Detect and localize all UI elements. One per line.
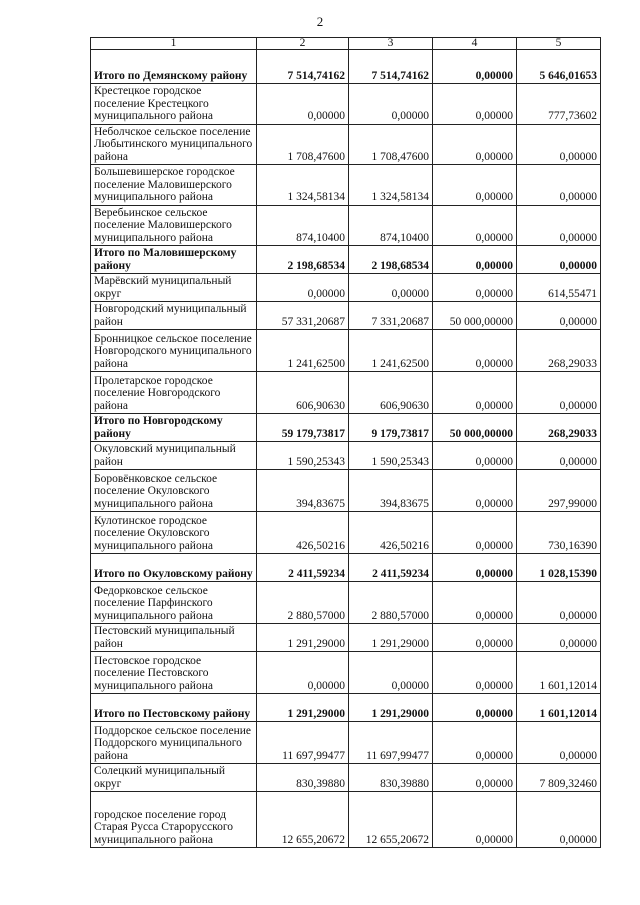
amount-c5: 0,00000 <box>517 624 601 652</box>
table-row <box>91 764 601 792</box>
table-row-total <box>91 50 601 84</box>
amount-c5: 0,00000 <box>517 722 601 764</box>
table-row-total <box>91 246 601 274</box>
amount-c2: 2 198,68534 <box>257 246 349 274</box>
page-number: 2 <box>316 14 324 29</box>
amount-c4: 0,00000 <box>433 792 517 848</box>
amount-c4: 0,00000 <box>433 764 517 792</box>
amount-c3: 830,39880 <box>349 764 433 792</box>
column-header: 1 <box>91 38 257 50</box>
table-row <box>91 302 601 330</box>
table-row <box>91 470 601 512</box>
amount-c3: 2 411,59234 <box>349 554 433 582</box>
amount-c2: 0,00000 <box>257 274 349 302</box>
amount-c3: 606,90630 <box>349 372 433 414</box>
municipality-name: Большевишерское городское поселение Маловишерского муниципального района <box>91 165 257 206</box>
municipality-name: Итого по Пестовскому району <box>91 694 257 722</box>
amount-c2: 7 514,74162 <box>257 50 349 84</box>
amount-c3: 0,00000 <box>349 274 433 302</box>
amount-c5: 0,00000 <box>517 246 601 274</box>
municipality-name: Веребьинское сельское поселение Маловишерского муниципального района <box>91 205 257 246</box>
amount-c4: 50 000,00000 <box>433 302 517 330</box>
table-row <box>91 652 601 694</box>
table-row <box>91 372 601 414</box>
table-row <box>91 792 601 848</box>
amount-c3: 1 708,47600 <box>349 124 433 165</box>
municipality-name: Солецкий муниципальный округ <box>91 764 257 792</box>
amount-c2: 1 291,29000 <box>257 694 349 722</box>
table-row <box>91 124 601 165</box>
table-row <box>91 582 601 624</box>
column-header: 2 <box>257 38 349 50</box>
municipality-name: Кулотинское городское поселение Окуловского муниципального района <box>91 512 257 554</box>
table-row <box>91 512 601 554</box>
amount-c3: 12 655,20672 <box>349 792 433 848</box>
amount-c3: 1 241,62500 <box>349 330 433 372</box>
amount-c2: 874,10400 <box>257 205 349 246</box>
amount-c5: 268,29033 <box>517 330 601 372</box>
municipality-name: Поддорское сельское поселение Поддорского муниципального района <box>91 722 257 764</box>
municipality-name: Марёвский муниципальный округ <box>91 274 257 302</box>
municipality-name: Итого по Окуловскому району <box>91 554 257 582</box>
amount-c2: 830,39880 <box>257 764 349 792</box>
amount-c3: 1 291,29000 <box>349 624 433 652</box>
municipality-name: Итого по Демянскому району <box>91 50 257 84</box>
amount-c4: 0,00000 <box>433 694 517 722</box>
amount-c2: 57 331,20687 <box>257 302 349 330</box>
table-row-total <box>91 694 601 722</box>
amount-c4: 0,00000 <box>433 470 517 512</box>
amount-c4: 0,00000 <box>433 274 517 302</box>
amount-c5: 0,00000 <box>517 165 601 206</box>
column-header: 4 <box>433 38 517 50</box>
municipality-name: Боровёнковское сельское поселение Окуловского муниципального района <box>91 470 257 512</box>
amount-c3: 394,83675 <box>349 470 433 512</box>
amount-c3: 1 590,25343 <box>349 442 433 470</box>
amount-c5: 0,00000 <box>517 124 601 165</box>
amount-c2: 1 291,29000 <box>257 624 349 652</box>
amount-c4: 0,00000 <box>433 512 517 554</box>
amount-c4: 0,00000 <box>433 722 517 764</box>
amount-c4: 0,00000 <box>433 165 517 206</box>
amount-c2: 1 241,62500 <box>257 330 349 372</box>
municipality-name: Итого по Новгородскому району <box>91 414 257 442</box>
amount-c4: 0,00000 <box>433 330 517 372</box>
amount-c3: 1 324,58134 <box>349 165 433 206</box>
amount-c5: 777,73602 <box>517 84 601 125</box>
municipality-name: Пролетарское городское поселение Новгородского района <box>91 372 257 414</box>
amount-c3: 0,00000 <box>349 652 433 694</box>
amount-c4: 0,00000 <box>433 652 517 694</box>
amount-c4: 0,00000 <box>433 205 517 246</box>
table-row <box>91 330 601 372</box>
amount-c4: 0,00000 <box>433 372 517 414</box>
amount-c5: 0,00000 <box>517 792 601 848</box>
amount-c3: 1 291,29000 <box>349 694 433 722</box>
column-header: 5 <box>517 38 601 50</box>
municipality-name: городское поселение город Старая Русса Старорусского муниципального района <box>91 792 257 848</box>
amount-c3: 9 179,73817 <box>349 414 433 442</box>
amount-c5: 7 809,32460 <box>517 764 601 792</box>
amount-c2: 2 880,57000 <box>257 582 349 624</box>
table-row-total <box>91 554 601 582</box>
amount-c2: 59 179,73817 <box>257 414 349 442</box>
municipality-name: Итого по Маловишерскому району <box>91 246 257 274</box>
amount-c4: 0,00000 <box>433 624 517 652</box>
amount-c5: 268,29033 <box>517 414 601 442</box>
amount-c4: 0,00000 <box>433 84 517 125</box>
amount-c4: 50 000,00000 <box>433 414 517 442</box>
amount-c5: 730,16390 <box>517 512 601 554</box>
amount-c4: 0,00000 <box>433 124 517 165</box>
amount-c5: 1 601,12014 <box>517 652 601 694</box>
amount-c5: 614,55471 <box>517 274 601 302</box>
amount-c2: 11 697,99477 <box>257 722 349 764</box>
municipality-name: Крестецкое городское поселение Крестецкого муниципального района <box>91 84 257 125</box>
amount-c2: 1 708,47600 <box>257 124 349 165</box>
header-row <box>91 38 601 50</box>
amount-c4: 0,00000 <box>433 442 517 470</box>
amount-c5: 0,00000 <box>517 582 601 624</box>
table-row-total <box>91 414 601 442</box>
column-header: 3 <box>349 38 433 50</box>
municipality-name: Пестовское городское поселение Пестовского муниципального района <box>91 652 257 694</box>
amount-c5: 0,00000 <box>517 372 601 414</box>
amount-c2: 2 411,59234 <box>257 554 349 582</box>
amount-c3: 874,10400 <box>349 205 433 246</box>
amount-c2: 12 655,20672 <box>257 792 349 848</box>
municipality-name: Пестовский муниципальный район <box>91 624 257 652</box>
municipality-name: Федорковское сельское поселение Парфинского муниципального района <box>91 582 257 624</box>
amount-c3: 7 331,20687 <box>349 302 433 330</box>
amount-c5: 0,00000 <box>517 302 601 330</box>
amount-c4: 0,00000 <box>433 554 517 582</box>
amount-c3: 0,00000 <box>349 84 433 125</box>
amount-c2: 426,50216 <box>257 512 349 554</box>
amount-c5: 5 646,01653 <box>517 50 601 84</box>
amount-c3: 2 880,57000 <box>349 582 433 624</box>
amount-c2: 606,90630 <box>257 372 349 414</box>
amount-c5: 1 601,12014 <box>517 694 601 722</box>
table-row <box>91 624 601 652</box>
amount-c5: 1 028,15390 <box>517 554 601 582</box>
amount-c2: 394,83675 <box>257 470 349 512</box>
amount-c3: 426,50216 <box>349 512 433 554</box>
amount-c5: 297,99000 <box>517 470 601 512</box>
table-row <box>91 165 601 206</box>
amount-c3: 7 514,74162 <box>349 50 433 84</box>
table-row <box>91 274 601 302</box>
amount-c4: 0,00000 <box>433 582 517 624</box>
amount-c2: 0,00000 <box>257 84 349 125</box>
amount-c2: 0,00000 <box>257 652 349 694</box>
municipality-name: Новгородский муниципальный район <box>91 302 257 330</box>
table-row <box>91 722 601 764</box>
amount-c3: 11 697,99477 <box>349 722 433 764</box>
amount-c4: 0,00000 <box>433 246 517 274</box>
amount-c5: 0,00000 <box>517 442 601 470</box>
table-row <box>91 205 601 246</box>
amount-c2: 1 590,25343 <box>257 442 349 470</box>
amount-c4: 0,00000 <box>433 50 517 84</box>
budget-table <box>90 37 601 848</box>
municipality-name: Неболчское сельское поселение Любытинского муниципального района <box>91 124 257 165</box>
amount-c5: 0,00000 <box>517 205 601 246</box>
municipality-name: Окуловский муниципальный район <box>91 442 257 470</box>
amount-c3: 2 198,68534 <box>349 246 433 274</box>
amount-c2: 1 324,58134 <box>257 165 349 206</box>
table-row <box>91 84 601 125</box>
table-row <box>91 442 601 470</box>
municipality-name: Бронницкое сельское поселение Новгородского муниципального района <box>91 330 257 372</box>
